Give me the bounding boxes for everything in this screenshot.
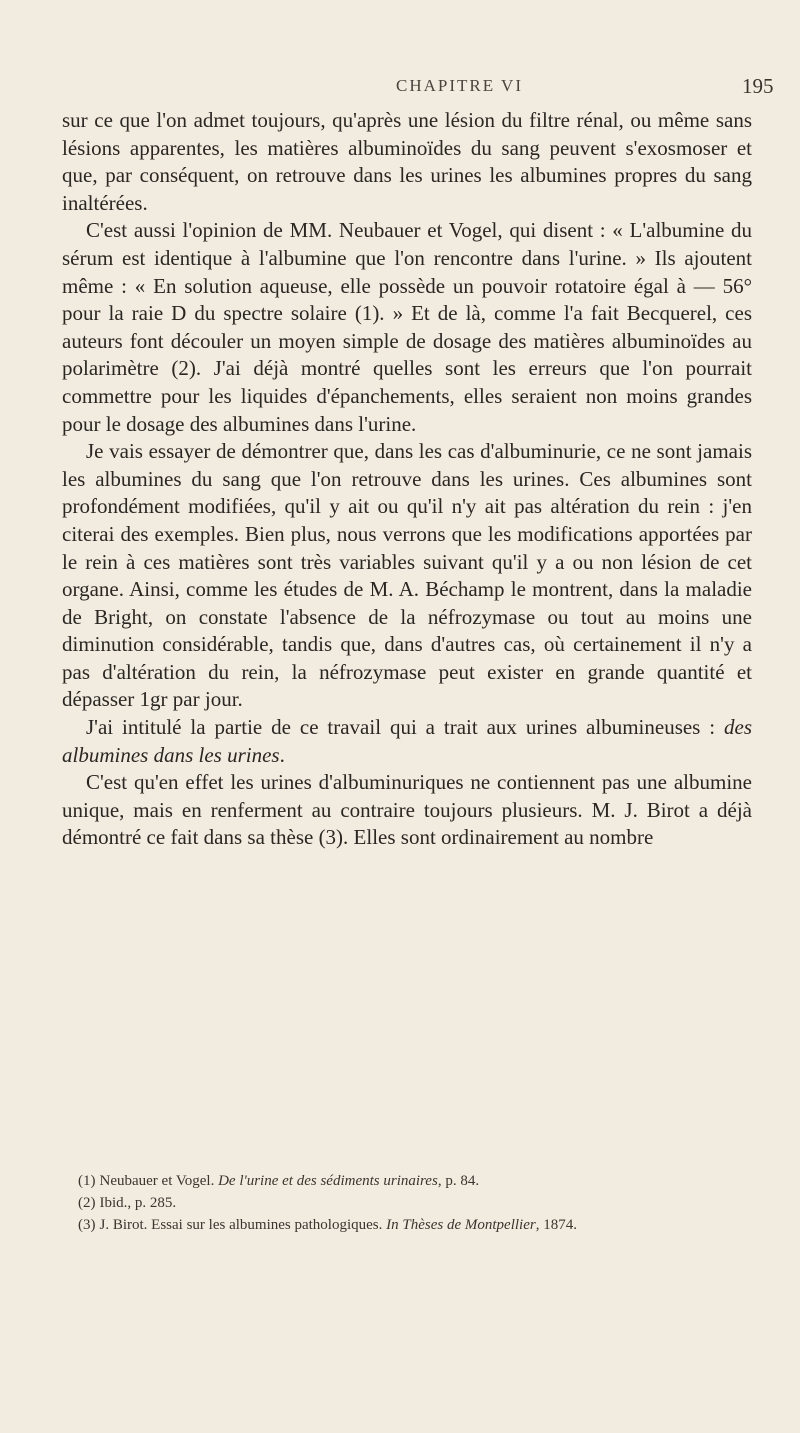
paragraph-3: Je vais essayer de démontrer que, dans les cas d'albuminurie, ce ne sont jamais les albumines du sang que l'on retrouve dans les urines. Ces albumines sont profondément modifiées, qu'il y ait ou qu'il n'y ait pas altération du rein : j'en citerai des exemples. Bien plus, nous verrons que les modifications apportées par le rein à ces matières sont très variables suivant qu'il y a ou non lésion de cet organe. Ainsi, comme les études de M. A. Béchamp le montrent, dans la maladie de Bright, on constate l'absence de la néfrozymase ou tout au moins une diminution considérable, tandis que, dans d'autres cas, où certainement il n'y a pas d'altération du rein, la néfrozymase peut exister en grande quantité et dépasser 1gr par jour. <box>62 439 752 712</box>
footnote-1 <box>62 1170 752 1192</box>
footnote-text: Neubauer et Vogel. <box>99 1173 219 1189</box>
footnote-mark: (1) <box>78 1173 96 1189</box>
paragraph-4 <box>62 714 752 769</box>
footnote-end: , p. 84. <box>437 1173 480 1189</box>
footnote-text: Ibid., p. 285. <box>99 1195 177 1211</box>
footnote-mark: (3) <box>78 1217 96 1233</box>
footnote-text: J. Birot. Essai sur les albumines pathologiques. <box>99 1217 387 1233</box>
footnote-end: , 1874. <box>535 1217 577 1233</box>
footnote-mark: (2) <box>78 1195 96 1211</box>
footnote-3 <box>62 1214 752 1236</box>
paragraph-5: C'est qu'en effet les urines d'albuminuriques ne contiennent pas une albumine unique, mais en renferment au contraire toujours plusieurs. M. J. Birot a déjà démontré ce fait dans sa thèse (3). Elles sont ordinairement au nombre <box>62 770 752 850</box>
footnote-italic: In Thèses de Montpellier <box>386 1217 536 1233</box>
paragraph-4-end: . <box>279 742 285 767</box>
footnote-2 <box>62 1192 752 1214</box>
paragraph-2: C'est aussi l'opinion de MM. Neubauer et Vogel, qui disent : « L'albumine du sérum est identique à l'albumine que l'on rencontre dans l'urine. » Ils ajoutent même : « En solution aqueuse, elle possède un pouvoir rotatoire égal à — 56° pour la raie D du spectre solaire (1). » Et de là, comme l'a fait Becquerel, ces auteurs font découler un moyen simple de dosage des matières albuminoïdes au polarimètre (2). J'ai déjà montré quelles sont les erreurs que l'on pourrait commettre pour les liquides d'épanchements, elles seraient non moins grandes pour le dosage des albumines dans l'urine. <box>62 218 752 436</box>
paragraph-4-text: J'ai intitulé la partie de ce travail qui a trait aux urines albumineuses : <box>86 715 724 740</box>
footnotes <box>62 1170 752 1236</box>
paragraph-4-italic: des albumines dans les urines <box>62 715 752 767</box>
page-number: 195 <box>742 74 774 98</box>
chapter-title: CHAPITRE VI <box>396 76 523 95</box>
paragraph-1: sur ce que l'on admet toujours, qu'après une lésion du filtre rénal, ou même sans lésions apparentes, les matières albuminoïdes du sang peuvent s'exosmoser et que, par conséquent, on retrouve dans les urines les albumines propres du sang inaltérées. <box>62 108 752 215</box>
footnote-italic: De l'urine et des sédiments urinaires <box>218 1173 438 1189</box>
body-text <box>62 107 752 852</box>
